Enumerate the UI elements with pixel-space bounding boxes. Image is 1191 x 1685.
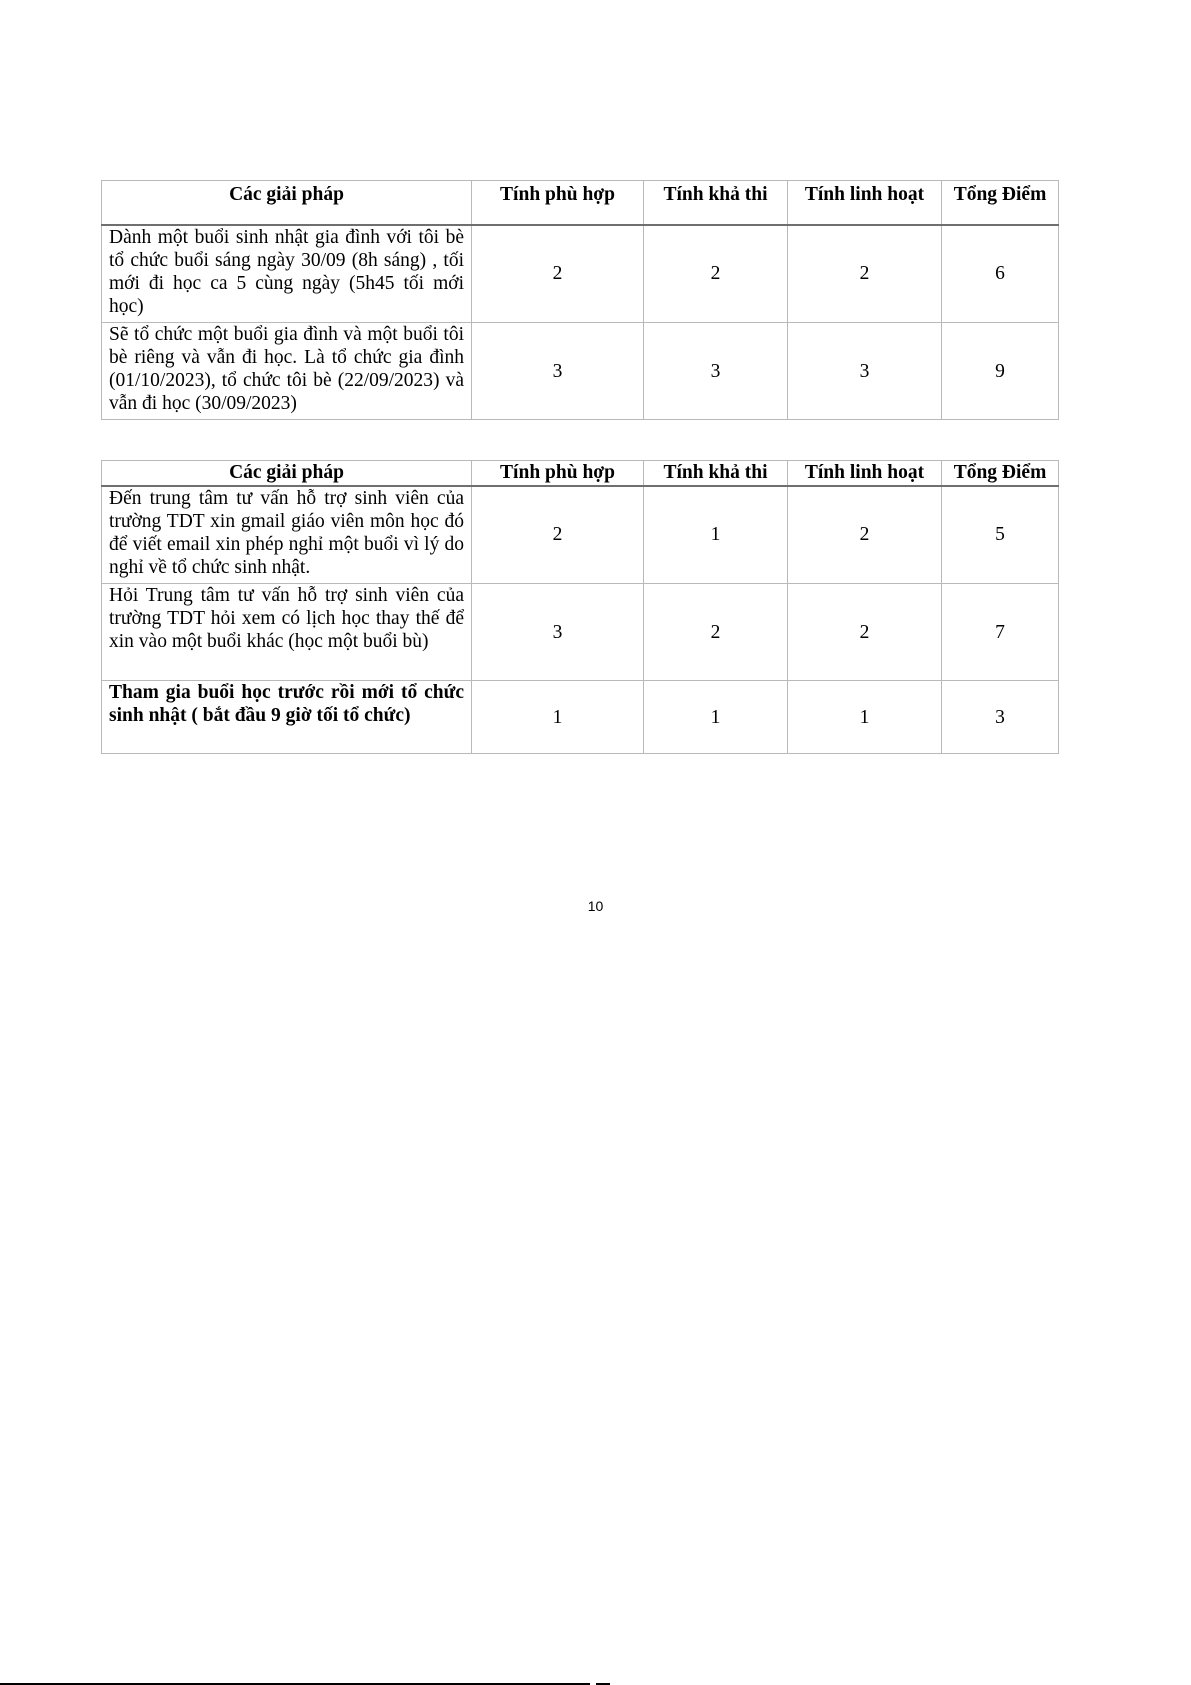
header-suitability: Tính phù hợp <box>472 181 644 225</box>
header-suitability: Tính phù hợp <box>472 461 644 486</box>
total-cell: 7 <box>942 584 1059 681</box>
header-flexibility: Tính linh hoạt <box>788 181 942 225</box>
evaluation-table-2 <box>101 460 1059 754</box>
flexibility-cell: 2 <box>788 584 942 681</box>
solution-cell: Sẽ tổ chức một buổi gia đình và một buổi tôi bè riêng và vẫn đi học. Là tổ chức gia đình (01/10/2023), tổ chức tôi bè (22/09/2023) và vẫn đi học (30/09/2023) <box>102 323 472 420</box>
total-cell: 9 <box>942 323 1059 420</box>
header-solutions: Các giải pháp <box>102 461 472 486</box>
header-total: Tổng Điểm <box>942 461 1059 486</box>
suitability-cell: 1 <box>472 681 644 754</box>
total-cell: 3 <box>942 681 1059 754</box>
solution-cell: Tham gia buổi học trước rồi mới tổ chức sinh nhật ( bắt đầu 9 giờ tối tổ chức) <box>102 681 472 754</box>
feasibility-cell: 3 <box>644 323 788 420</box>
table-row <box>102 225 1059 323</box>
solution-cell: Dành một buổi sinh nhật gia đình với tôi bè tổ chức buổi sáng ngày 30/09 (8h sáng) , tối mới đi học ca 5 cùng ngày (5h45 tối mới học) <box>102 225 472 323</box>
suitability-cell: 2 <box>472 225 644 323</box>
header-solutions: Các giải pháp <box>102 181 472 225</box>
flexibility-cell: 2 <box>788 486 942 584</box>
header-flexibility: Tính linh hoạt <box>788 461 942 486</box>
table-row <box>102 681 1059 754</box>
feasibility-cell: 2 <box>644 584 788 681</box>
header-feasibility: Tính khả thi <box>644 181 788 225</box>
header-feasibility: Tính khả thi <box>644 461 788 486</box>
solution-cell: Hỏi Trung tâm tư vấn hỗ trợ sinh viên của trường TDT hỏi xem có lịch học thay thế để xin vào một buổi khác (học một buổi bù) <box>102 584 472 681</box>
page-number: 10 <box>587 898 604 914</box>
total-cell: 6 <box>942 225 1059 323</box>
feasibility-cell: 2 <box>644 225 788 323</box>
header-total: Tổng Điểm <box>942 181 1059 225</box>
solution-cell: Đến trung tâm tư vấn hỗ trợ sinh viên của trường TDT xin gmail giáo viên môn học đó để viết email xin phép nghỉ một buổi vì lý do nghỉ về tổ chức sinh nhật. <box>102 486 472 584</box>
flexibility-cell: 3 <box>788 323 942 420</box>
table-header-row <box>102 461 1059 486</box>
suitability-cell: 3 <box>472 584 644 681</box>
table-row <box>102 486 1059 584</box>
table-header-row <box>102 181 1059 225</box>
suitability-cell: 2 <box>472 486 644 584</box>
table-row <box>102 323 1059 420</box>
flexibility-cell: 2 <box>788 225 942 323</box>
evaluation-table-1 <box>101 180 1059 420</box>
total-cell: 5 <box>942 486 1059 584</box>
flexibility-cell: 1 <box>788 681 942 754</box>
feasibility-cell: 1 <box>644 486 788 584</box>
table-row <box>102 584 1059 681</box>
feasibility-cell: 1 <box>644 681 788 754</box>
suitability-cell: 3 <box>472 323 644 420</box>
